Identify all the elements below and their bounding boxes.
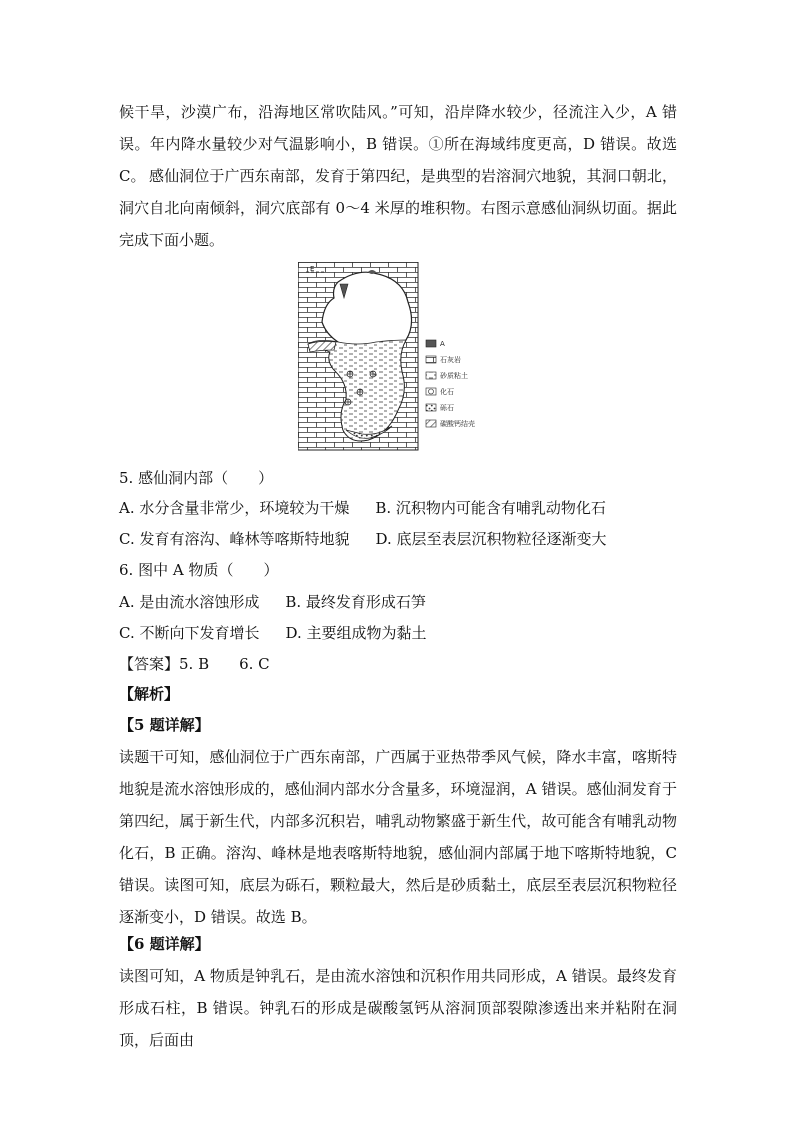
question-5-option-c: C. 发育有溶沟、峰林等喀斯特地貌 <box>119 530 350 548</box>
detail-6-heading: 【6 题详解】 <box>119 935 210 953</box>
question-5-option-a: A. 水分含量非常少，环境较为干燥 <box>119 499 350 517</box>
detail-5-heading: 【5 题详解】 <box>119 716 210 734</box>
question-6-options-cd <box>119 623 427 643</box>
legend-crust: 碳酸钙结壳 <box>440 420 475 428</box>
question-6-options-ab <box>119 592 426 612</box>
cave-section-figure <box>298 262 498 452</box>
question-6-option-b: B. 最终发育形成石笋 <box>285 593 426 611</box>
detail-5-text: 读题干可知，感仙洞位于广西东南部，广西属于亚热带季风气候，降水丰富，喀斯特地貌是流水溶蚀形成的，感仙洞内部水分含量多，环境湿润，A 错误。感仙洞发育于第四纪，属于新生代，内部多沉积岩，哺乳动物繁盛于新生代，故可能含有哺乳动物化石，B 正确。溶沟、峰林是地表喀斯特地貌，感仙洞内部属于地下喀斯特地貌，C 错误。读图可知，底层为砾石，颗粒最大，然后是砂质黏土，底层至表层沉积物粒径逐渐变小，D 错误。故选 B。 <box>119 748 677 926</box>
answer-line: 【答案】5. B 6. C <box>119 655 270 673</box>
question-5-option-d: D. 底层至表层沉积物粒径逐渐变大 <box>375 530 607 548</box>
calcite-crust <box>308 341 336 352</box>
analysis-heading: 【解析】 <box>119 685 180 703</box>
question-5-stem: 5. 感仙洞内部（ ） <box>119 469 274 487</box>
detail-6-text: 读图可知，A 物质是钟乳石，是由流水溶蚀和沉积作用共同形成，A 错误。最终发育形成石柱，B 错误。钟乳石的形成是碳酸氢钙从溶洞顶部裂隙渗透出来并粘附在洞顶，后面由 <box>119 967 677 1049</box>
question-5-option-b: B. 沉积物内可能含有哺乳动物化石 <box>375 499 606 517</box>
legend-limestone: 石灰岩 <box>440 356 461 364</box>
question-5-options-ab <box>119 498 606 518</box>
question-6-option-a: A. 是由流水溶蚀形成 <box>119 593 260 611</box>
question-5-options-cd <box>119 529 607 549</box>
legend-gravel: 砾石 <box>440 404 454 412</box>
cave-section-diagram <box>298 262 498 452</box>
paragraph-previous-answer: 候干旱，沙漠广布，沿海地区常吹陆风。”可知，沿岸降水较少，径流注入少，A 错误。年内降水量较少对气温影响小，B 错误。①所在海域纬度更高，D 错误。故选 C。 <box>119 103 677 185</box>
question-6-stem: 6. 图中 A 物质（ ） <box>119 561 279 579</box>
direction-label: E <box>310 265 315 273</box>
legend-sandy-clay: 砂质粘土 <box>440 372 468 380</box>
paragraph-intro: 感仙洞位于广西东南部，发育于第四纪，是典型的岩溶洞穴地貌，其洞口朝北，洞穴自北向南倾斜，洞穴底部有 0～4 米厚的堆积物。右图示意感仙洞纵切面。据此完成下面小题。 <box>119 167 677 249</box>
legend-a: A <box>440 340 445 348</box>
legend-fossil: 化石 <box>440 388 454 396</box>
question-6-option-d: D. 主要组成物为黏土 <box>285 624 427 642</box>
question-6-option-c: C. 不断向下发育增长 <box>119 624 260 642</box>
figure-legend <box>426 340 475 428</box>
